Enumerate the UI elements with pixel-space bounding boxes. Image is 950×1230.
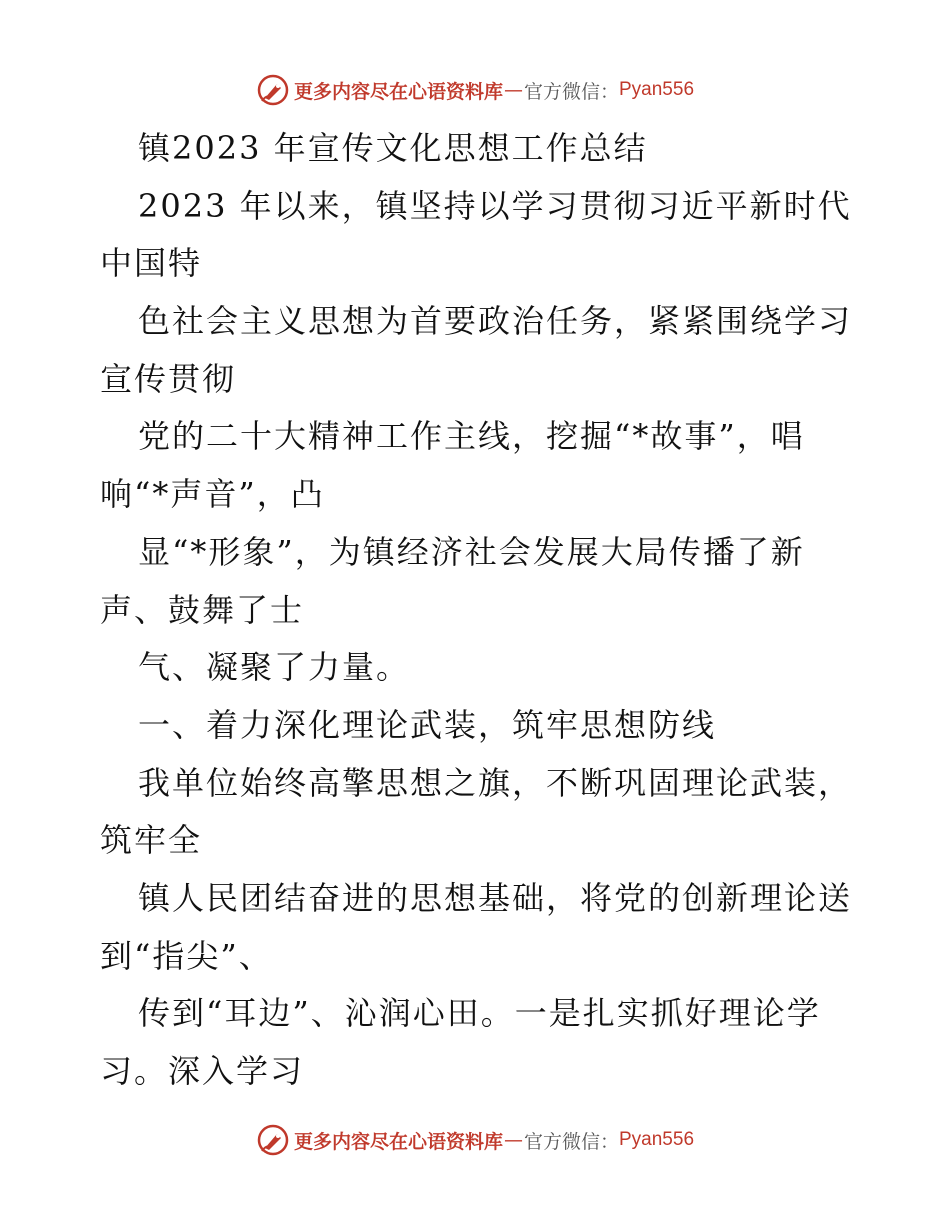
paragraph-line: 宣传贯彻: [100, 359, 237, 398]
paragraph-line: 2023 年以来，镇坚持以学习贯彻习近平新时代: [138, 186, 852, 225]
wechat-label: 官方微信：: [523, 1130, 619, 1153]
paragraph-line: 色社会主义思想为首要政治任务，紧紧围绕学习: [138, 302, 853, 341]
paragraph-line: 响“*声音”，凸: [100, 475, 325, 514]
paragraph-line: 显“*形象”，为镇经济社会发展大局传播了新: [138, 532, 805, 571]
paragraph-line: 习。深入学习: [100, 1052, 305, 1090]
paragraph-line: 镇人民团结奋进的思想基础，将党的创新理论送: [138, 878, 853, 917]
wechat-id: Pyan556: [619, 1129, 695, 1150]
header-banner: [0, 70, 950, 110]
footer-banner: [0, 1120, 950, 1160]
paragraph-line: 我单位始终高擎思想之旗，不断巩固理论武装，: [138, 763, 853, 802]
banner-dash: —: [503, 1129, 523, 1151]
site-name-text: 更多内容尽在心语资料库: [293, 80, 503, 103]
site-name-text: 更多内容尽在心语资料库: [293, 1130, 503, 1153]
paragraph-line: 传到“耳边”、沁润心田。一是扎实抓好理论学: [138, 994, 821, 1033]
wechat-label: 官方微信：: [523, 80, 619, 103]
pen-nib-logo-icon: [256, 73, 290, 107]
paragraph-line: 党的二十大精神工作主线，挖掘“*故事”，唱: [138, 417, 805, 456]
pen-nib-logo-icon: [256, 1123, 290, 1157]
document-body: [100, 120, 860, 1101]
paragraph-line: 声、鼓舞了士: [100, 590, 305, 629]
paragraph-line: 中国特: [100, 244, 203, 283]
banner-dash: —: [503, 79, 523, 101]
paragraph-line: 气、凝聚了力量。: [138, 648, 411, 687]
document-title: 镇2023 年宣传文化思想工作总结: [138, 129, 648, 167]
paragraph-line: 筑牢全: [100, 821, 203, 860]
paragraph-line: 到“指尖”、: [100, 936, 273, 975]
section-heading: 一、着力深化理论武装，筑牢思想防线: [138, 705, 717, 744]
wechat-id: Pyan556: [619, 79, 695, 100]
